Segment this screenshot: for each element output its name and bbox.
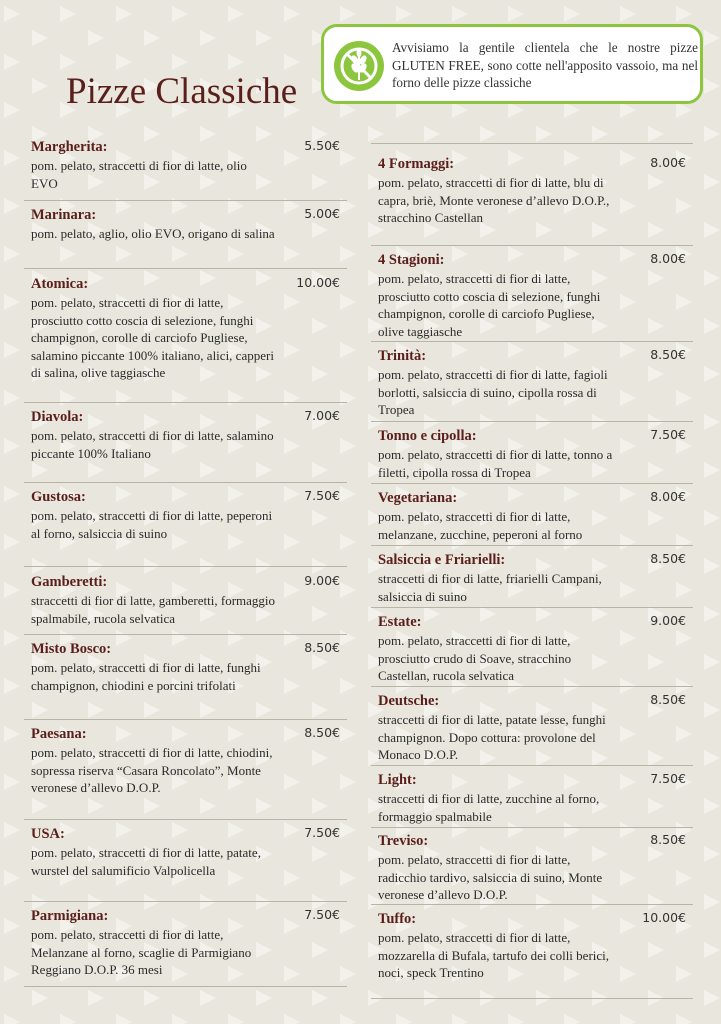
item-name: Atomica: [31,276,89,292]
divider [24,634,347,635]
item-price: 7.50€ [304,488,340,503]
item-description: pom. pelato, straccetti di fior di latte, salamino piccante 100% Italiano [31,428,274,461]
item-name: Paesana: [31,726,87,742]
divider [371,607,693,608]
menu-item [31,573,340,627]
item-description: pom. pelato, straccetti di fior di latte, tonno a filetti, cipolla rossa di Tropea [378,447,613,480]
item-description: pom. pelato, straccetti di fior di latte, peperoni al forno, salsiccia di suino [31,508,273,541]
divider [371,686,693,687]
divider [24,901,347,902]
item-description: pom. pelato, straccetti di fior di latte, radicchio tardivo, salsiccia di suino, Monte veronese d’allevo D.O.P. [378,852,603,902]
item-price: 7.50€ [304,907,340,922]
item-description: pom. pelato, straccetti di fior di latte, melanzane, zucchine, peperoni al forno [378,509,583,542]
item-description: pom. pelato, straccetti di fior di latte, funghi champignon, chiodini e porcini trifolati [31,660,261,693]
item-price: 10.00€ [296,275,340,290]
menu-item [31,275,340,382]
item-price: 7.00€ [304,408,340,423]
menu-item [378,427,686,481]
divider [371,483,693,484]
menu-item [378,489,686,543]
gluten-free-notice-text: Avvisiamo la gentile clientela che le nostre pizze GLUTEN FREE, sono cotte nell'apposito vassoio, ma nel forno delle pizze classiche [392,40,698,90]
item-description: pom. pelato, straccetti di fior di latte, chiodini, sopressa riserva “Casara Roncolato”, Monte veronese d’allevo D.O.P. [31,745,273,795]
item-description: straccetti di fior di latte, zucchine al forno, formaggio spalmabile [378,791,600,824]
divider [24,268,347,269]
menu-item [378,551,686,605]
divider [24,986,347,987]
item-description: straccetti di fior di latte, friarielli Campani, salsiccia di suino [378,571,602,604]
item-name: USA: [31,826,65,842]
item-description: pom. pelato, straccetti di fior di latte, prosciutto crudo di Soave, stracchino Castellan, rucola selvatica [378,633,572,683]
menu-item [31,408,340,462]
page-title: Pizze Classiche [66,71,298,112]
menu-item [378,155,686,227]
item-price: 7.50€ [650,771,686,786]
item-description: pom. pelato, straccetti di fior di latte, prosciutto cotto coscia di selezione, funghi champignon, corolle di carciofo Pugliese, salamino piccante 100% italiano, alici, capperi di salina, olive taggiasche [31,295,274,380]
item-price: 7.50€ [650,427,686,442]
divider [371,765,693,766]
menu-item [31,825,340,879]
divider [371,827,693,828]
menu-item [31,206,340,243]
menu-item [31,488,340,542]
item-description: pom. pelato, straccetti di fior di latte, mozzarella di Bufala, tartufo dei colli berici, noci, speck Trentino [378,930,610,980]
item-name: Diavola: [31,409,84,425]
item-price: 9.00€ [304,573,340,588]
item-name: Light: [378,772,417,788]
item-name: Vegetariana: [378,490,458,506]
item-name: Margherita: [31,139,108,155]
divider [24,402,347,403]
item-price: 8.00€ [650,489,686,504]
item-name: Misto Bosco: [31,641,112,657]
item-description: pom. pelato, straccetti di fior di latte, Melanzane al forno, scaglie di Parmigiano Reggiano D.O.P. 36 mesi [31,927,252,977]
menu-item [378,613,686,685]
item-description: pom. pelato, straccetti di fior di latte, fagioli borlotti, salsiccia di suino, cipolla rossa di Tropea [378,367,608,417]
menu-item [378,347,686,419]
item-description: pom. pelato, straccetti di fior di latte, blu di capra, briè, Monte veronese d’allevo D.O.P., stracchino Castellan [378,175,610,225]
gluten-free-icon [333,40,385,92]
menu-item [31,907,340,979]
divider [24,819,347,820]
menu-item [378,832,686,904]
item-name: Deutsche: [378,693,440,709]
divider [371,245,693,246]
item-description: pom. pelato, straccetti di fior di latte, patate, wurstel del salumificio Valpolicella [31,845,261,878]
menu-item [378,692,686,764]
item-name: Parmigiana: [31,908,109,924]
item-name: Estate: [378,614,422,630]
item-description: pom. pelato, straccetti di fior di latte, olio EVO [31,158,247,191]
item-name: Trinità: [378,348,427,364]
menu-item [378,771,686,825]
item-name: Gamberetti: [31,574,108,590]
divider [371,904,693,905]
item-name: 4 Stagioni: [378,252,445,268]
item-price: 10.00€ [642,910,686,925]
divider [371,143,693,144]
item-price: 9.00€ [650,613,686,628]
gluten-free-notice [321,24,703,104]
divider [371,341,693,342]
item-name: Gustosa: [31,489,86,505]
item-price: 8.50€ [650,692,686,707]
item-name: 4 Formaggi: [378,156,455,172]
menu-item [31,138,340,192]
item-description: straccetti di fior di latte, gamberetti, formaggio spalmabile, rucola selvatica [31,593,276,626]
item-price: 8.50€ [650,551,686,566]
item-price: 8.50€ [650,832,686,847]
item-name: Treviso: [378,833,429,849]
divider [24,719,347,720]
item-price: 8.50€ [304,725,340,740]
item-price: 8.50€ [650,347,686,362]
item-name: Salsiccia e Friarielli: [378,552,506,568]
divider [371,545,693,546]
menu-item [378,251,686,340]
item-name: Tonno e cipolla: [378,428,477,444]
item-price: 7.50€ [304,825,340,840]
item-name: Marinara: [31,207,97,223]
item-description: pom. pelato, straccetti di fior di latte, prosciutto cotto coscia di selezione, funghi champignon, corolle di carciofo Pugliese, olive taggiasche [378,271,601,339]
divider [371,421,693,422]
divider [24,200,347,201]
menu-item [31,640,340,694]
item-price: 5.50€ [304,138,340,153]
item-price: 8.00€ [650,251,686,266]
divider [371,998,693,999]
item-description: pom. pelato, aglio, olio EVO, origano di salina [31,226,275,241]
divider [24,566,347,567]
item-name: Tuffo: [378,911,417,927]
menu-item [31,725,340,797]
item-description: straccetti di fior di latte, patate lesse, funghi champignon. Dopo cottura: provolone del Monaco D.O.P. [378,712,606,762]
divider [24,482,347,483]
item-price: 5.00€ [304,206,340,221]
menu-item [378,910,686,982]
item-price: 8.00€ [650,155,686,170]
item-price: 8.50€ [304,640,340,655]
